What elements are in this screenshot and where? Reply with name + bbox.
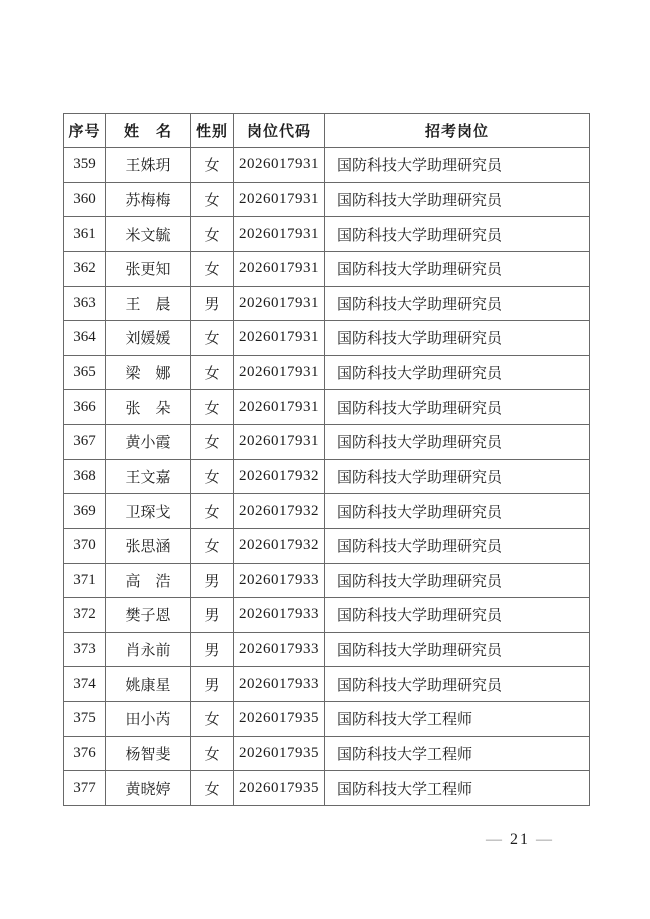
name-cell: 梁 娜	[106, 355, 191, 390]
table-row	[64, 598, 590, 633]
serial-number-cell: 362	[64, 251, 106, 286]
position-code-cell: 2026017932	[234, 459, 325, 494]
position-code-cell: 2026017933	[234, 667, 325, 702]
table-row	[64, 528, 590, 563]
recruitment-position-cell: 国防科技大学助理研究员	[325, 528, 590, 563]
position-code-cell: 2026017933	[234, 632, 325, 667]
gender-cell: 女	[191, 771, 234, 806]
gender-cell: 女	[191, 355, 234, 390]
header-position-code: 岗位代码	[234, 114, 325, 148]
gender-cell: 女	[191, 182, 234, 217]
position-code-cell: 2026017932	[234, 494, 325, 529]
position-code-cell: 2026017931	[234, 425, 325, 460]
recruitment-roster-table	[63, 113, 590, 806]
recruitment-position-cell: 国防科技大学助理研究员	[325, 459, 590, 494]
gender-cell: 男	[191, 286, 234, 321]
position-code-cell: 2026017931	[234, 251, 325, 286]
gender-cell: 女	[191, 251, 234, 286]
header-serial-number: 序号	[64, 114, 106, 148]
recruitment-position-cell: 国防科技大学助理研究员	[325, 598, 590, 633]
table-row	[64, 355, 590, 390]
position-code-cell: 2026017932	[234, 528, 325, 563]
recruitment-position-cell: 国防科技大学助理研究员	[325, 182, 590, 217]
table-row	[64, 390, 590, 425]
recruitment-position-cell: 国防科技大学助理研究员	[325, 355, 590, 390]
position-code-cell: 2026017931	[234, 286, 325, 321]
footer-left-dash: —	[486, 831, 504, 848]
position-code-cell: 2026017931	[234, 321, 325, 356]
table-row	[64, 736, 590, 771]
table-row	[64, 148, 590, 183]
gender-cell: 女	[191, 528, 234, 563]
serial-number-cell: 375	[64, 702, 106, 737]
name-cell: 肖永前	[106, 632, 191, 667]
recruitment-position-cell: 国防科技大学助理研究员	[325, 286, 590, 321]
table-row	[64, 702, 590, 737]
serial-number-cell: 371	[64, 563, 106, 598]
gender-cell: 女	[191, 494, 234, 529]
name-cell: 黄小霞	[106, 425, 191, 460]
recruitment-position-cell: 国防科技大学工程师	[325, 736, 590, 771]
position-code-cell: 2026017931	[234, 148, 325, 183]
position-code-cell: 2026017931	[234, 217, 325, 252]
table-row	[64, 425, 590, 460]
serial-number-cell: 367	[64, 425, 106, 460]
recruitment-position-cell: 国防科技大学助理研究员	[325, 148, 590, 183]
serial-number-cell: 377	[64, 771, 106, 806]
recruitment-position-cell: 国防科技大学助理研究员	[325, 667, 590, 702]
recruitment-position-cell: 国防科技大学助理研究员	[325, 321, 590, 356]
gender-cell: 女	[191, 425, 234, 460]
gender-cell: 女	[191, 217, 234, 252]
name-cell: 王文嘉	[106, 459, 191, 494]
position-code-cell: 2026017935	[234, 736, 325, 771]
serial-number-cell: 361	[64, 217, 106, 252]
table-row	[64, 217, 590, 252]
position-code-cell: 2026017933	[234, 598, 325, 633]
position-code-cell: 2026017931	[234, 390, 325, 425]
header-gender: 性别	[191, 114, 234, 148]
serial-number-cell: 359	[64, 148, 106, 183]
table-row	[64, 667, 590, 702]
recruitment-position-cell: 国防科技大学助理研究员	[325, 251, 590, 286]
gender-cell: 女	[191, 702, 234, 737]
name-cell: 黄晓婷	[106, 771, 191, 806]
table-body	[64, 148, 590, 806]
table-row	[64, 182, 590, 217]
position-code-cell: 2026017931	[234, 182, 325, 217]
name-cell: 王 晨	[106, 286, 191, 321]
serial-number-cell: 372	[64, 598, 106, 633]
recruitment-position-cell: 国防科技大学助理研究员	[325, 217, 590, 252]
name-cell: 张 朵	[106, 390, 191, 425]
table-row	[64, 321, 590, 356]
recruitment-position-cell: 国防科技大学工程师	[325, 771, 590, 806]
page-number	[486, 831, 554, 849]
name-cell: 姚康星	[106, 667, 191, 702]
gender-cell: 女	[191, 459, 234, 494]
gender-cell: 女	[191, 390, 234, 425]
table-header-row	[64, 114, 590, 148]
footer-page-number: 21	[510, 831, 530, 848]
position-code-cell: 2026017935	[234, 771, 325, 806]
table-row	[64, 286, 590, 321]
table-row	[64, 563, 590, 598]
serial-number-cell: 363	[64, 286, 106, 321]
name-cell: 樊子恩	[106, 598, 191, 633]
serial-number-cell: 376	[64, 736, 106, 771]
position-code-cell: 2026017933	[234, 563, 325, 598]
recruitment-position-cell: 国防科技大学助理研究员	[325, 494, 590, 529]
serial-number-cell: 369	[64, 494, 106, 529]
serial-number-cell: 373	[64, 632, 106, 667]
recruitment-position-cell: 国防科技大学助理研究员	[325, 425, 590, 460]
serial-number-cell: 360	[64, 182, 106, 217]
serial-number-cell: 365	[64, 355, 106, 390]
recruitment-position-cell: 国防科技大学助理研究员	[325, 632, 590, 667]
serial-number-cell: 364	[64, 321, 106, 356]
gender-cell: 男	[191, 563, 234, 598]
name-cell: 米文毓	[106, 217, 191, 252]
recruitment-position-cell: 国防科技大学助理研究员	[325, 390, 590, 425]
gender-cell: 男	[191, 667, 234, 702]
name-cell: 张思涵	[106, 528, 191, 563]
recruitment-position-cell: 国防科技大学助理研究员	[325, 563, 590, 598]
serial-number-cell: 368	[64, 459, 106, 494]
serial-number-cell: 370	[64, 528, 106, 563]
name-cell: 苏梅梅	[106, 182, 191, 217]
name-cell: 高 浩	[106, 563, 191, 598]
gender-cell: 女	[191, 148, 234, 183]
name-cell: 杨智斐	[106, 736, 191, 771]
serial-number-cell: 366	[64, 390, 106, 425]
position-code-cell: 2026017935	[234, 702, 325, 737]
gender-cell: 男	[191, 632, 234, 667]
name-cell: 王姝玥	[106, 148, 191, 183]
name-cell: 卫琛戈	[106, 494, 191, 529]
table-row	[64, 632, 590, 667]
table-row	[64, 771, 590, 806]
gender-cell: 男	[191, 598, 234, 633]
footer-right-dash: —	[536, 831, 554, 848]
gender-cell: 女	[191, 736, 234, 771]
serial-number-cell: 374	[64, 667, 106, 702]
gender-cell: 女	[191, 321, 234, 356]
table-row	[64, 251, 590, 286]
table-row	[64, 459, 590, 494]
name-cell: 田小芮	[106, 702, 191, 737]
recruitment-position-cell: 国防科技大学工程师	[325, 702, 590, 737]
position-code-cell: 2026017931	[234, 355, 325, 390]
header-recruitment-position: 招考岗位	[325, 114, 590, 148]
header-name: 姓 名	[106, 114, 191, 148]
name-cell: 张更知	[106, 251, 191, 286]
table-row	[64, 494, 590, 529]
name-cell: 刘媛媛	[106, 321, 191, 356]
